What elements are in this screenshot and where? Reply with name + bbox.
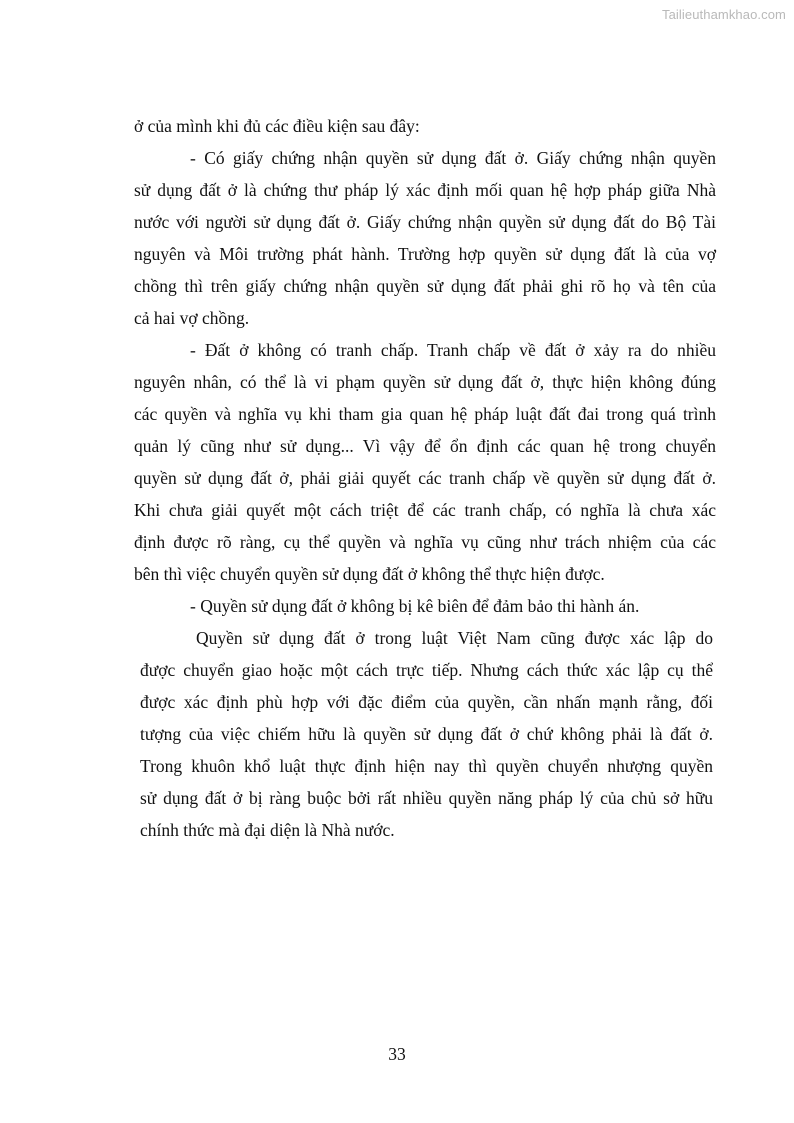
text-line: ở của mình khi đủ các điều kiện sau đây:	[134, 116, 420, 136]
text-line: sử dụng đất ở bị ràng buộc bởi rất nhiều quyền năng pháp lý của chủ sở hữu	[140, 788, 713, 808]
watermark: Tailieuthamkhao.com	[661, 7, 786, 22]
text-line: các quyền và nghĩa vụ khi tham gia quan hệ pháp luật đất đai trong quá trình	[134, 404, 716, 424]
text-line: nguyên nhân, có thể là vi phạm quyền sử dụng đất ở, thực hiện không đúng	[134, 372, 716, 392]
text-line: Khi chưa giải quyết một cách triệt để các tranh chấp, có nghĩa là chưa xác	[134, 500, 716, 520]
page-number: 33	[388, 1044, 406, 1064]
text-line: cả hai vợ chồng.	[134, 308, 250, 328]
text-line: chồng thì trên giấy chứng nhận quyền sử dụng đất phải ghi rõ họ và tên của	[134, 276, 716, 296]
text-line: nước với người sử dụng đất ở. Giấy chứng nhận quyền sử dụng đất do Bộ Tài	[134, 212, 716, 232]
text-line: nguyên và Môi trường phát hành. Trường hợp quyền sử dụng đất là của vợ	[134, 244, 716, 264]
text-line: quyền sử dụng đất ở, phải giải quyết các tranh chấp về quyền sử dụng đất ở.	[134, 468, 716, 488]
text-line: quản lý cũng như sử dụng... Vì vậy để ổn định các quan hệ trong chuyển	[134, 436, 716, 456]
text-line: - Có giấy chứng nhận quyền sử dụng đất ở. Giấy chứng nhận quyền	[190, 148, 716, 168]
text-line: Quyền sử dụng đất ở trong luật Việt Nam cũng được xác lập do	[196, 628, 713, 648]
text-line: định được rõ ràng, cụ thể quyền và nghĩa vụ cũng như trách nhiệm của các	[134, 532, 716, 552]
text-line: chính thức mà đại diện là Nhà nước.	[140, 820, 395, 840]
text-line: được xác định phù hợp với đặc điểm của quyền, cần nhấn mạnh rằng, đối	[140, 692, 713, 712]
text-line: được chuyển giao hoặc một cách trực tiếp. Nhưng cách thức xác lập cụ thể	[140, 660, 713, 680]
text-line: tượng của việc chiếm hữu là quyền sử dụng đất ở chứ không phải là đất ở.	[140, 724, 713, 744]
text-line: Trong khuôn khổ luật thực định hiện nay thì quyền chuyển nhượng quyền	[140, 756, 713, 776]
text-line: - Quyền sử dụng đất ở không bị kê biên để đảm bảo thi hành án.	[190, 596, 640, 616]
text-line: - Đất ở không có tranh chấp. Tranh chấp về đất ở xảy ra do nhiều	[190, 340, 716, 360]
text-line: sử dụng đất ở là chứng thư pháp lý xác định mối quan hệ hợp pháp giữa Nhà	[134, 180, 716, 200]
text-line: bên thì việc chuyển quyền sử dụng đất ở không thể thực hiện được.	[134, 564, 605, 584]
